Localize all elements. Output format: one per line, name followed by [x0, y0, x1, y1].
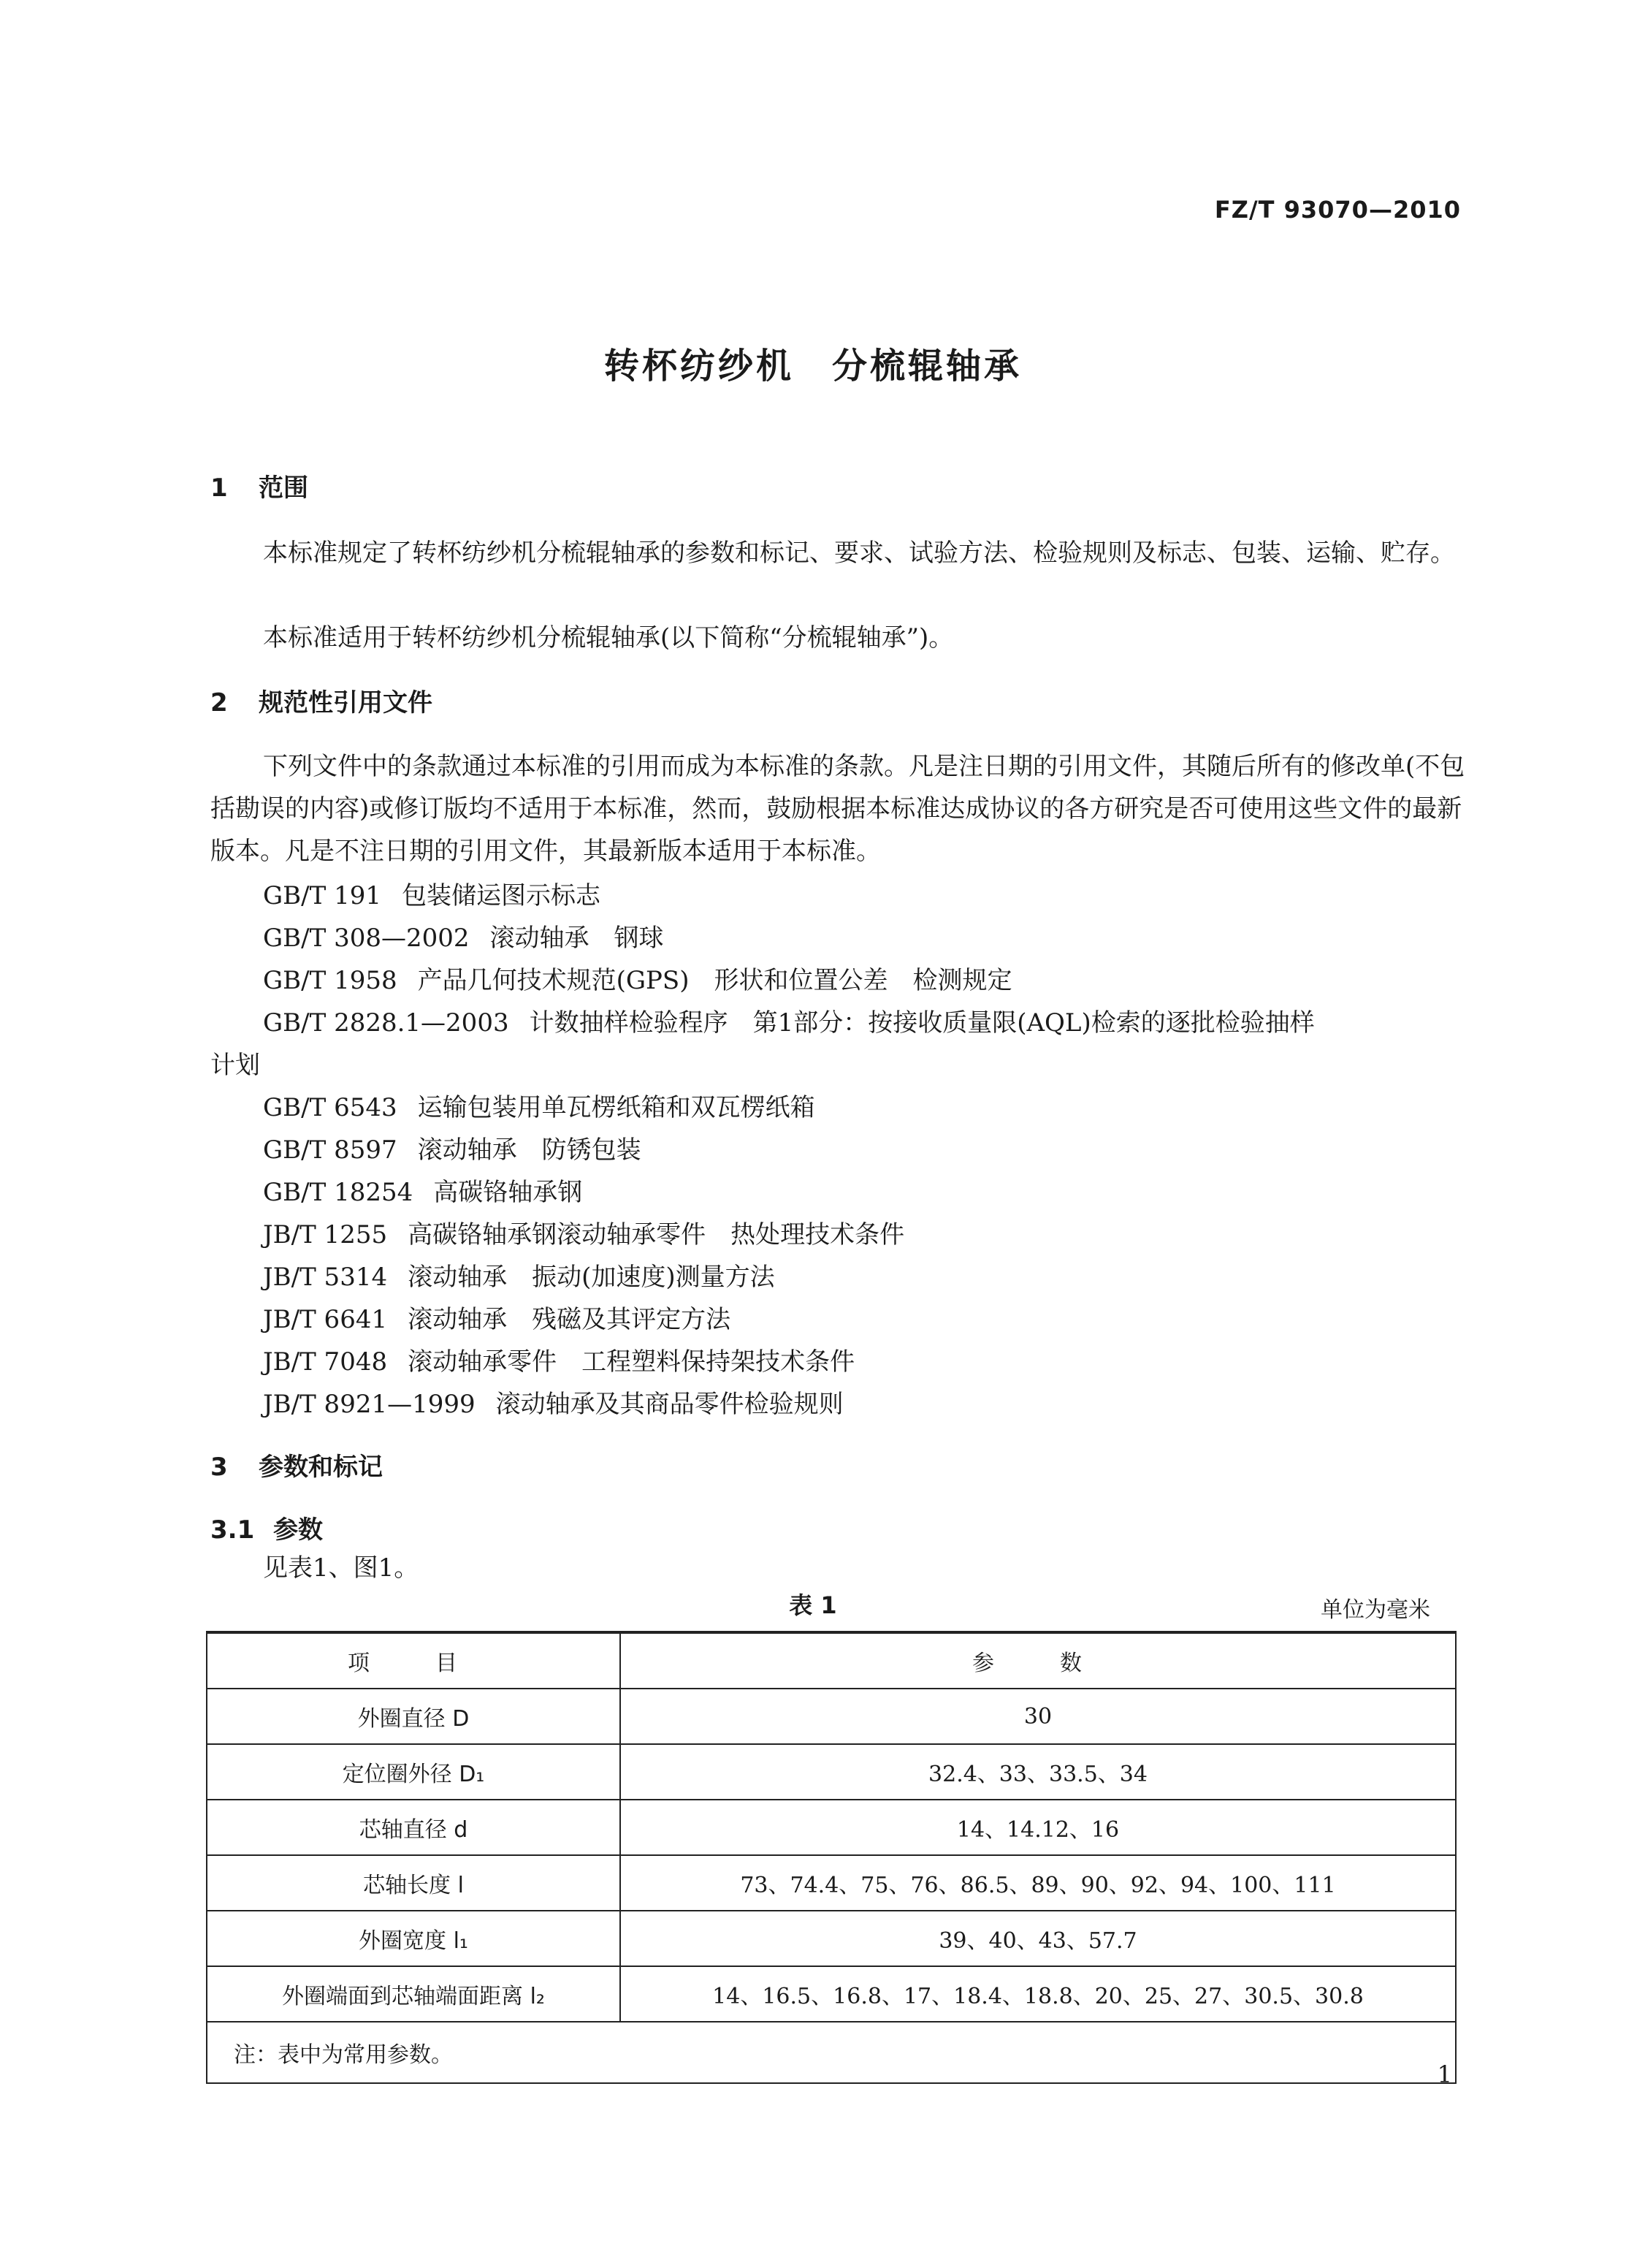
- table-header-cell: 参 数: [620, 1632, 1456, 1689]
- table-cell-item: 定位圈外径 D₁: [207, 1744, 620, 1800]
- reference-title: 滚动轴承 残磁及其评定方法: [408, 1305, 731, 1334]
- table-row: [207, 1689, 1456, 1744]
- reference-code: JB/T 8921—1999: [263, 1390, 476, 1419]
- document-title: 转杯纺纱机 分梳辊轴承: [603, 346, 1022, 387]
- reference-item: [263, 875, 600, 911]
- reference-item: [263, 1130, 641, 1165]
- table-unit: 单位为毫米: [1321, 1597, 1430, 1623]
- section-2-heading: [210, 682, 432, 718]
- section-1-heading: [210, 468, 308, 503]
- reference-code: JB/T 5314: [263, 1263, 388, 1292]
- reference-title: 运输包装用单瓦楞纸箱和双瓦楞纸箱: [417, 1093, 815, 1122]
- reference-code: JB/T 1255: [263, 1220, 388, 1249]
- reference-item: [263, 1342, 855, 1377]
- reference-code: JB/T 7048: [263, 1347, 388, 1377]
- page-number: 1: [1437, 2060, 1452, 2088]
- reference-title: 滚动轴承 防锈包装: [417, 1135, 641, 1165]
- reference-title: 滚动轴承零件 工程塑料保持架技术条件: [408, 1347, 855, 1377]
- reference-item: [263, 1172, 582, 1208]
- table-row: [207, 1855, 1456, 1911]
- table-note: 注：表中为常用参数。: [207, 2022, 1456, 2083]
- subsection-text: 见表1、图1。: [263, 1553, 419, 1583]
- table-header-row: [207, 1632, 1456, 1689]
- table-note-row: [207, 2022, 1456, 2083]
- parameter-table: [206, 1631, 1457, 2084]
- reference-title: 高碳铬轴承钢: [433, 1178, 583, 1207]
- reference-code: JB/T 6641: [263, 1305, 388, 1334]
- table-cell-item: 外圈端面到芯轴端面距离 l₂: [207, 1966, 620, 2022]
- reference-item: [263, 1214, 904, 1250]
- table-cell-item: 外圈宽度 l₁: [207, 1911, 620, 1966]
- table-cell-value: 14、16.5、16.8、17、18.4、18.8、20、25、27、30.5、30.8: [620, 1966, 1456, 2022]
- section-number: 1: [210, 473, 228, 503]
- section-3-heading: [210, 1447, 383, 1483]
- table-cell-item: 芯轴长度 l: [207, 1855, 620, 1911]
- reference-title: 滚动轴承及其商品零件检验规则: [495, 1390, 844, 1419]
- reference-code: GB/T 308—2002: [263, 924, 470, 953]
- table-row: [207, 1744, 1456, 1800]
- reference-code: GB/T 191: [263, 881, 381, 910]
- table-cell-value: 14、14.12、16: [620, 1800, 1456, 1855]
- section-number: 2: [210, 688, 228, 718]
- reference-item: [263, 1384, 844, 1420]
- reference-title: 包装储运图示标志: [401, 881, 600, 910]
- table-cell-item: 外圈直径 D: [207, 1689, 620, 1744]
- subsection-title: 参数: [273, 1515, 323, 1545]
- reference-title: 产品几何技术规范(GPS) 形状和位置公差 检测规定: [417, 966, 1012, 995]
- standard-number: FZ/T 93070—2010: [1214, 196, 1461, 224]
- subsection-number: 3.1: [210, 1515, 255, 1545]
- table-cell-item: 芯轴直径 d: [207, 1800, 620, 1855]
- table-row: [207, 1911, 1456, 1966]
- reference-title: 计数抽样检验程序 第1部分：按接收质量限(AQL)检索的逐批检验抽样: [529, 1008, 1315, 1038]
- reference-code: GB/T 1958: [263, 966, 397, 995]
- table-cell-value: 32.4、33、33.5、34: [620, 1744, 1456, 1800]
- table-cell-value: 73、74.4、75、76、86.5、89、90、92、94、100、111: [620, 1855, 1456, 1911]
- table-cell-value: 39、40、43、57.7: [620, 1911, 1456, 1966]
- section-1-paragraph: 本标准适用于转杯纺纱机分梳辊轴承(以下简称“分梳辊轴承”)。: [263, 623, 954, 652]
- table-cell-value: 30: [620, 1689, 1456, 1744]
- reference-item: [263, 1087, 815, 1123]
- reference-continuation: 计划: [210, 1051, 260, 1080]
- subsection-3-1-heading: [210, 1510, 323, 1545]
- reference-item: [263, 1002, 1315, 1038]
- reference-item: [263, 1299, 730, 1335]
- section-number: 3: [210, 1453, 228, 1482]
- reference-title: 滚动轴承 振动(加速度)测量方法: [408, 1263, 775, 1292]
- reference-code: GB/T 18254: [263, 1178, 413, 1207]
- section-1-paragraph: 本标准规定了转杯纺纱机分梳辊轴承的参数和标记、要求、试验方法、检验规则及标志、包装、运输、贮存。: [263, 539, 1455, 568]
- table-row: [207, 1966, 1456, 2022]
- section-title: 范围: [259, 473, 308, 503]
- section-title: 参数和标记: [259, 1453, 383, 1482]
- reference-code: GB/T 6543: [263, 1093, 397, 1122]
- reference-title: 滚动轴承 钢球: [489, 924, 664, 953]
- reference-title: 高碳铬轴承钢滚动轴承零件 热处理技术条件: [408, 1220, 905, 1249]
- section-title: 规范性引用文件: [259, 688, 432, 718]
- reference-item: [263, 918, 664, 954]
- table-caption: 表 1: [789, 1591, 837, 1619]
- reference-code: GB/T 8597: [263, 1135, 397, 1165]
- reference-item: [263, 1257, 775, 1293]
- reference-code: GB/T 2828.1—2003: [263, 1008, 509, 1038]
- reference-item: [263, 960, 1012, 996]
- section-2-paragraph: 下列文件中的条款通过本标准的引用而成为本标准的条款。凡是注日期的引用文件，其随后所有的修改单(不包括勘误的内容)或修订版均不适用于本标准，然而，鼓励根据本标准达成协议的各方研究是否可使用这些文件的最新版本。凡是不注日期的引用文件，其最新版本适用于本标准。: [210, 752, 1465, 866]
- table-header-cell: 项 目: [207, 1632, 620, 1689]
- table-row: [207, 1800, 1456, 1855]
